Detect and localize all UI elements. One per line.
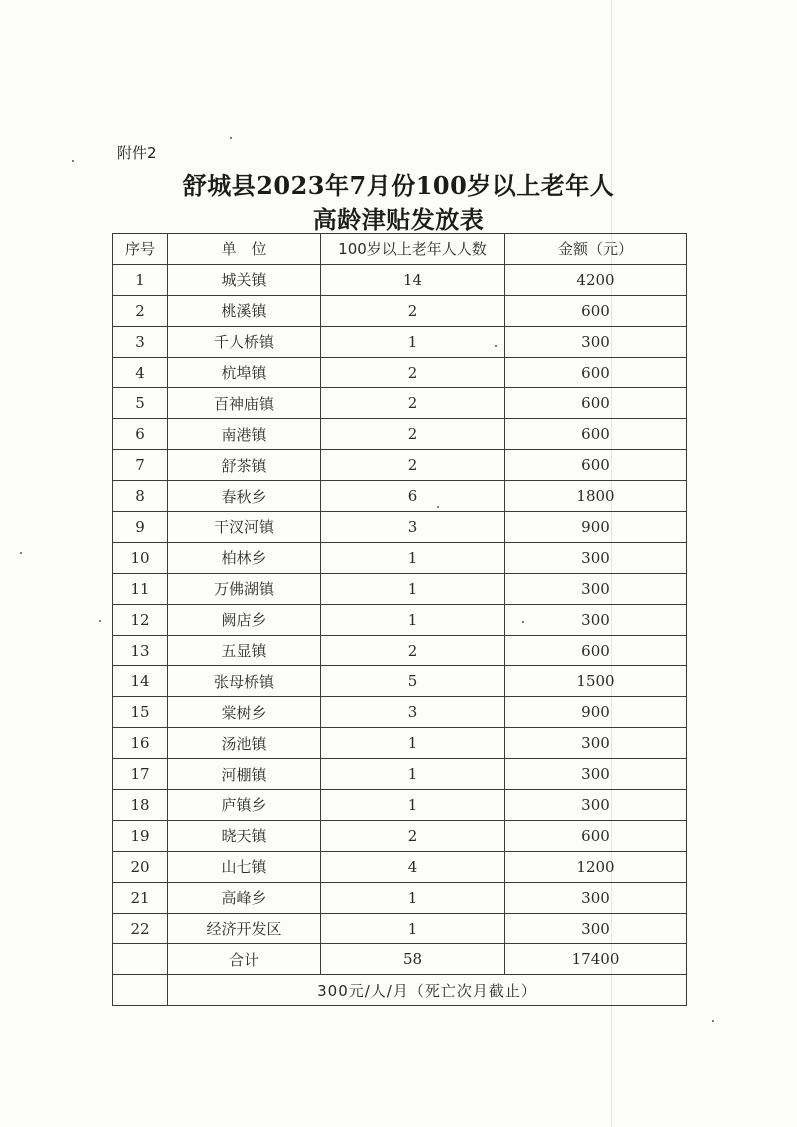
header-amount: 金额（元） (505, 234, 687, 265)
row-amount: 300 (505, 604, 687, 635)
header-serial-number: 序号 (113, 234, 168, 265)
row-count: 1 (321, 326, 505, 357)
scan-speck (230, 137, 232, 139)
row-serial-number: 9 (113, 512, 168, 543)
row-amount: 300 (505, 882, 687, 913)
note-row (113, 975, 687, 1006)
row-serial-number: 22 (113, 913, 168, 944)
row-serial-number: 7 (113, 450, 168, 481)
row-amount: 900 (505, 512, 687, 543)
table-row (113, 635, 687, 666)
scan-speck (437, 506, 439, 508)
row-serial-number: 16 (113, 728, 168, 759)
scan-speck (99, 620, 101, 622)
note-blank-cell (113, 975, 168, 1006)
row-amount: 600 (505, 635, 687, 666)
row-count: 2 (321, 295, 505, 326)
row-serial-number: 8 (113, 481, 168, 512)
row-amount: 1500 (505, 666, 687, 697)
row-amount: 600 (505, 820, 687, 851)
row-count: 1 (321, 728, 505, 759)
document-title-line2: 高龄津贴发放表 (312, 205, 485, 234)
table-row (113, 882, 687, 913)
table-row (113, 728, 687, 759)
table-row (113, 913, 687, 944)
table-header-row (113, 234, 687, 265)
scan-speck (20, 552, 22, 554)
row-amount: 600 (505, 450, 687, 481)
row-count: 1 (321, 759, 505, 790)
row-unit-name: 百神庙镇 (168, 388, 321, 419)
table-body (113, 264, 687, 944)
row-count: 1 (321, 573, 505, 604)
total-count: 58 (321, 944, 505, 975)
row-serial-number: 14 (113, 666, 168, 697)
scan-speck (495, 345, 497, 347)
row-amount: 600 (505, 419, 687, 450)
table-row (113, 295, 687, 326)
table-row (113, 542, 687, 573)
row-amount: 300 (505, 913, 687, 944)
scan-speck (522, 621, 524, 623)
row-count: 4 (321, 851, 505, 882)
table-row (113, 388, 687, 419)
row-unit-name: 张母桥镇 (168, 666, 321, 697)
row-unit-name: 万佛湖镇 (168, 573, 321, 604)
row-count: 6 (321, 481, 505, 512)
attachment-label: 附件2 (117, 144, 157, 162)
row-amount: 600 (505, 357, 687, 388)
row-unit-name: 高峰乡 (168, 882, 321, 913)
scan-speck (712, 1020, 714, 1022)
table-row (113, 326, 687, 357)
row-amount: 300 (505, 759, 687, 790)
row-unit-name: 晓天镇 (168, 820, 321, 851)
table-row (113, 573, 687, 604)
row-amount: 300 (505, 542, 687, 573)
scan-speck (72, 160, 74, 162)
row-count: 14 (321, 264, 505, 295)
row-unit-name: 城关镇 (168, 264, 321, 295)
row-unit-name: 阙店乡 (168, 604, 321, 635)
row-unit-name: 五显镇 (168, 635, 321, 666)
row-unit-name: 杭埠镇 (168, 357, 321, 388)
total-blank-cell (113, 944, 168, 975)
row-count: 1 (321, 604, 505, 635)
row-unit-name: 山七镇 (168, 851, 321, 882)
row-amount: 4200 (505, 264, 687, 295)
table-row (113, 604, 687, 635)
row-serial-number: 11 (113, 573, 168, 604)
payment-note: 300元/人/月（死亡次月截止） (168, 975, 687, 1006)
row-amount: 300 (505, 573, 687, 604)
row-serial-number: 10 (113, 542, 168, 573)
row-serial-number: 6 (113, 419, 168, 450)
row-serial-number: 19 (113, 820, 168, 851)
header-count: 100岁以上老年人人数 (321, 234, 505, 265)
total-label: 合计 (168, 944, 321, 975)
row-count: 1 (321, 913, 505, 944)
table-row (113, 851, 687, 882)
row-unit-name: 舒茶镇 (168, 450, 321, 481)
row-unit-name: 庐镇乡 (168, 790, 321, 821)
row-amount: 1200 (505, 851, 687, 882)
row-amount: 300 (505, 728, 687, 759)
row-serial-number: 5 (113, 388, 168, 419)
table-row (113, 697, 687, 728)
row-unit-name: 桃溪镇 (168, 295, 321, 326)
total-amount: 17400 (505, 944, 687, 975)
allowance-table (112, 233, 687, 1006)
row-serial-number: 12 (113, 604, 168, 635)
row-serial-number: 2 (113, 295, 168, 326)
row-unit-name: 千人桥镇 (168, 326, 321, 357)
row-count: 2 (321, 450, 505, 481)
table-row (113, 512, 687, 543)
row-count: 2 (321, 419, 505, 450)
row-count: 3 (321, 512, 505, 543)
document-title-line1: 舒城县2023年7月份100岁以上老年人 (182, 171, 615, 200)
table-row (113, 759, 687, 790)
row-serial-number: 15 (113, 697, 168, 728)
row-count: 1 (321, 882, 505, 913)
row-count: 2 (321, 635, 505, 666)
row-count: 5 (321, 666, 505, 697)
table-row (113, 264, 687, 295)
row-count: 1 (321, 542, 505, 573)
row-serial-number: 3 (113, 326, 168, 357)
header-unit: 单 位 (168, 234, 321, 265)
row-count: 2 (321, 357, 505, 388)
total-row (113, 944, 687, 975)
row-count: 3 (321, 697, 505, 728)
table-row (113, 790, 687, 821)
table-row (113, 450, 687, 481)
row-unit-name: 经济开发区 (168, 913, 321, 944)
row-amount: 900 (505, 697, 687, 728)
row-serial-number: 18 (113, 790, 168, 821)
row-serial-number: 20 (113, 851, 168, 882)
row-amount: 300 (505, 790, 687, 821)
row-amount: 1800 (505, 481, 687, 512)
table-row (113, 419, 687, 450)
row-count: 1 (321, 790, 505, 821)
row-unit-name: 春秋乡 (168, 481, 321, 512)
row-serial-number: 17 (113, 759, 168, 790)
row-unit-name: 河棚镇 (168, 759, 321, 790)
row-amount: 300 (505, 326, 687, 357)
table-row (113, 357, 687, 388)
table-row (113, 666, 687, 697)
row-serial-number: 21 (113, 882, 168, 913)
row-amount: 600 (505, 388, 687, 419)
row-unit-name: 柏林乡 (168, 542, 321, 573)
row-serial-number: 1 (113, 264, 168, 295)
table-row (113, 481, 687, 512)
row-count: 2 (321, 820, 505, 851)
row-unit-name: 汤池镇 (168, 728, 321, 759)
table-row (113, 820, 687, 851)
row-count: 2 (321, 388, 505, 419)
row-serial-number: 4 (113, 357, 168, 388)
row-unit-name: 南港镇 (168, 419, 321, 450)
row-unit-name: 干汊河镇 (168, 512, 321, 543)
row-amount: 600 (505, 295, 687, 326)
row-serial-number: 13 (113, 635, 168, 666)
row-unit-name: 棠树乡 (168, 697, 321, 728)
